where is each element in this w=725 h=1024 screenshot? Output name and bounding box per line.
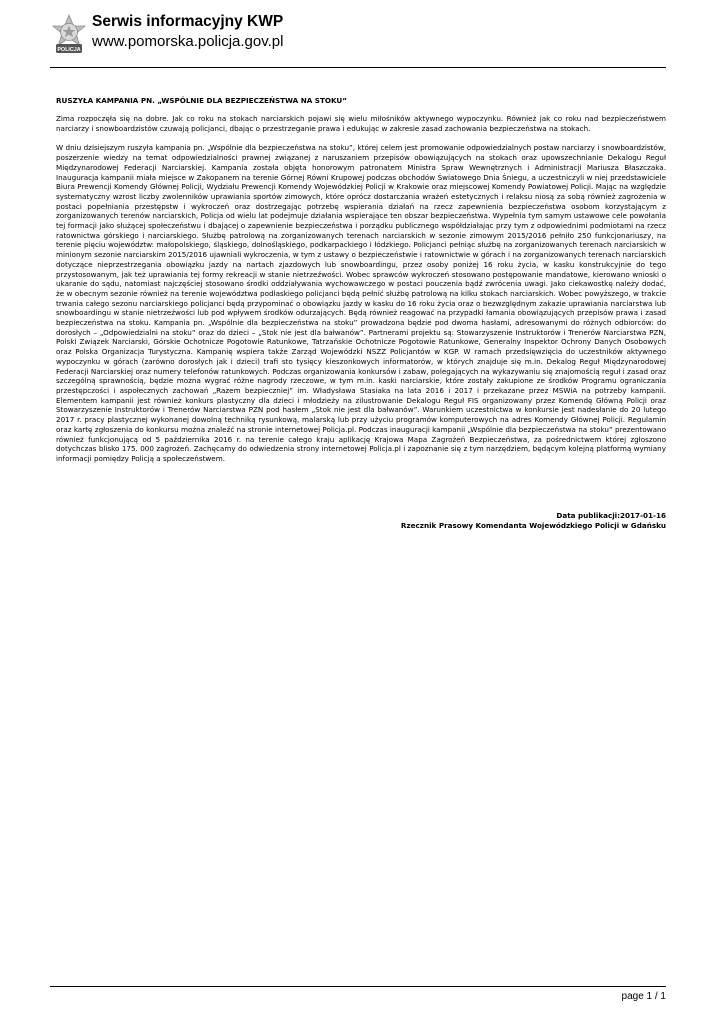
- page-header: [50, 12, 670, 62]
- footer-divider: [50, 986, 666, 987]
- site-url[interactable]: www.pomorska.policja.gov.pl: [92, 33, 284, 50]
- article-signature: [401, 511, 666, 531]
- article-paragraph-intro: Zima rozpoczęła się na dobre. Jak co roku na stokach narciarskich pojawi się wielu miłośników aktywnego wypoczynku. Również jak co roku nad bezpieczeństwem narciarzy i snowboardzistów czuwają policjanci, dbając o przestrzeganie prawa i edukując w zakresie zasad zachowania bezpieczeństwa na stokach.: [56, 114, 666, 133]
- logo-text: POLICJA: [57, 46, 81, 53]
- header-divider: [50, 67, 666, 68]
- page-number: page 1 / 1: [621, 991, 666, 1002]
- publication-date: Data publikacji:2017-01-16: [556, 511, 666, 520]
- police-star-badge-icon: [50, 14, 88, 58]
- article: [56, 96, 666, 474]
- article-author: Rzecznik Prasowy Komendanta Wojewódzkiego Policji w Gdańsku: [400, 521, 666, 530]
- article-paragraph-body: W dniu dzisiejszym ruszyła kampania pn. „Wspólnie dla bezpieczeństwa na stoku”, której celem jest promowanie odpowiedzialnych postaw narciarzy i snowboardzistów, poszerzenie wiedzy na temat odpowiedzialności prawnej związanej z naruszaniem przepisów obowiązujących na stokach oraz upowszechnianie Dekalogu Reguł Międzynarodowej Federacji Narciarskiej. Kampania została objęta honorowym patronatem Ministra Spraw Wewnętrznych i Administracji Mariusza Błaszczaka. Inauguracja kampanii miała miejsce w Zakopanem na terenie Górnej Równi Krupowej podczas obchodów Światowego Dnia Śniegu, a uczestniczyli w niej przedstawiciele Biura Prewencji Komendy Głównej Policji, Wydziału Prewencji Komendy Wojewódzkiej Policji w Krakowie oraz miejscowej Komendy Powiatowej Policji. Mając na względzie systematyczny wzrost liczby zwolenników uprawiania sportów zimowych, które oprócz dostarczania wrażeń estetycznych i relaksu niosą za sobą również zagrożenia w postaci popełniania przestępstw i wykroczeń oraz dostrzegając potrzebę wspierania działań na rzecz zapewnienia bezpieczeństwa osobom korzystającym z zorganizowanych terenów narciarskich, Policja od wielu lat podejmuje działania wspierające ten obszar bezpieczeństwa. Wypełnia tym samym ustawowe cele powołania tej formacji jako służącej społeczeństwu i dbającej o zapewnienie bezpieczeństwa i porządku publicznego współdziałając przy tym z odpowiednimi podmiotami na rzecz ratownictwa górskiego i narciarskiego. Służbę patrolową na zorganizowanych terenach narciarskich w sezonie zimowym 2015/2016 pełniło 250 funkcjonariuszy, na terenie pięciu województw: małopolskiego, śląskiego, dolnośląskiego, podkarpackiego i łódzkiego. Policjanci pełniąc służbę na zorganizowanych terenach narciarskich w minionym sezonie narciarskim 2015/2016 ujawniali wykroczenia, w tym z ustawy o bezpieczeństwie i ratownictwie w górach i na zorganizowanych terenach narciarskich dotyczące nieprzestrzegania obowiązku jazdy na nartach zjazdowych lub snowboardingu, przez osoby poniżej 16 roku życia, w kasku konstrukcyjnie do tego przystosowanym, jak też uprawiania tej formy rekreacji w stanie nietrzeźwości. Wobec sprawców wykroczeń stosowano postępowanie mandatowe, kierowano wnioski o ukaranie do sądu, natomiast najczęściej stosowano środki oddziaływania wychowawczego w postaci pouczenia bądź zwrócenia uwagi. Jako ciekawostkę należy dodać, że w obecnym sezonie również na terenie województwa podlaskiego policjanci będą pełnić służbę patrolową na kilku stokach narciarskich. Wobec powyższego, w trakcie trwania całego sezonu narciarskiego policjanci będą przypominać o obowiązku jazdy w kasku do 16 roku życia oraz o bezwzględnym zakazie uprawiania narciarstwa lub snowboardingu w stanie nietrzeźwości lub pod wpływem środków odurzających. Będą również reagować na przypadki łamania obowiązujących przepisów prawa i zasad bezpieczeństwa na stoku. Kampania pn. „Wspólnie dla bezpieczeństwa na stoku” prowadzona będzie pod dwoma hasłami, adresowanymi do różnych odbiorców: do dorosłych – „Odpowiedzialni na stoku” oraz do dzieci – „Stok nie jest dla bałwanów”. Partnerami projektu są: Stowarzyszenie Instruktorów i Trenerów Narciarstwa PZN, Polski Związek Narciarski, Górskie Ochotnicze Pogotowie Ratunkowe, Tatrzańskie Ochotnicze Pogotowie Ratunkowe, Generalny Inspektor Ochrony Danych Osobowych oraz Polska Organizacja Turystyczna. Kampanię wspiera także Zarząd Wojewódzki NSZZ Policjantów w KGP. W ramach przedsięwzięcia do uczestników aktywnego wypoczynku w górach (zarówno dorosłych jak i dzieci) trafi sto tysięcy kieszonkowych informatorów, w których znajduje się m.in. Dekalog Reguł Międzynarodowej Federacji Narciarskiej oraz numery telefonów ratunkowych. Podczas organizowania konkursów i zabaw, polegających na wykazywaniu się znajomością reguł i zasad oraz szczególną sprawnością, będzie można wygrać różne nagrody rzeczowe, w tym m.in. kaski narciarskie, które zostały zakupione ze środków Programu ograniczania przestępczości i aspołecznych zachowań „Razem bezpieczniej” im. Władysława Stasiaka na lata 2016 i 2017 i przekazane przez MSWiA na potrzeby kampanii. Elementem kampanii jest również konkurs plastyczny dla dzieci i młodzieży na zilustrowanie Dekalogu Reguł FIS organizowany przez Komendę Główną Policji oraz Stowarzyszenie Instruktorów i Trenerów Narciarstwa PZN pod hasłem „Stok nie jest dla bałwanów”. Warunkiem uczestnictwa w konkursie jest nadesłanie do 20 lutego 2017 r. pracy plastycznej wykonanej dowolną techniką rysunkową, malarską lub przy użyciu programów komputerowych na adres Komendy Głównej Policji. Regulamin oraz kartę zgłoszenia do konkursu można znaleźć na stronie internetowej Policja.pl. Podczas inauguracji kampanii „Wspólnie dla bezpieczeństwa na stoku” prezentowano również funkcjonującą od 5 października 2016 r. na terenie całego kraju aplikację Krajowa Mapa Zagrożeń Bezpieczeństwa, za pośrednictwem której zgłoszono dotychczas blisko 175. 000 zagrożeń. Zachęcamy do odwiedzenia strony internetowej Policja.pl i zapoznanie się z tym narzędziem, będącym kolejną platformą wymiany informacji pomiędzy Policją a społeczeństwem.: [56, 143, 666, 463]
- site-title: Serwis informacyjny KWP: [92, 13, 284, 30]
- article-title: RUSZYŁA KAMPANIA PN. „WSPÓLNIE DLA BEZPIECZEŃSTWA NA STOKU”: [56, 96, 347, 105]
